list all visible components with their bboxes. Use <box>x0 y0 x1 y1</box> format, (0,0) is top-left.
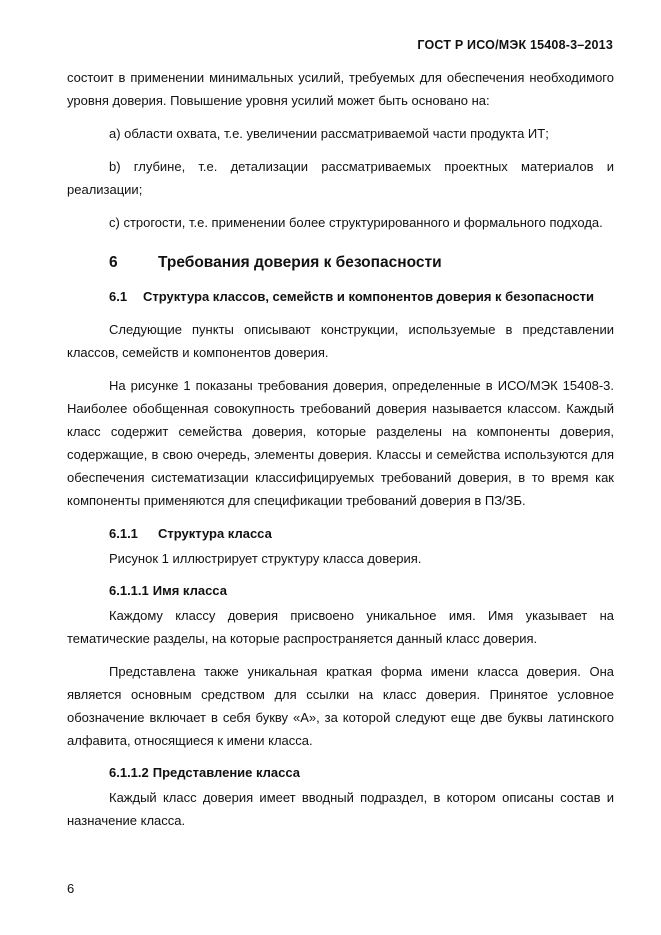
section-heading-6-1-1 <box>67 522 614 545</box>
paragraph: Каждому классу доверия присвоено уникальное имя. Имя указывает на тематические разделы, на которые распространяется данный класс доверия. <box>67 608 614 646</box>
section-number: 6.1.1 <box>109 526 138 541</box>
paragraph: Представлена также уникальная краткая форма имени класса доверия. Она является основным средством для ссылки на класс доверия. Принятое условное обозначение включает в себя букву «А», за которой следуют еще две буквы латинского алфавита, относящиеся к имени класса. <box>67 664 614 748</box>
document-header: ГОСТ Р ИСО/МЭК 15408-3–2013 <box>417 38 613 52</box>
paragraph: Каждый класс доверия имеет вводный подраздел, в котором описаны состав и назначение класса. <box>67 790 614 828</box>
section-title: Требования доверия к безопасности <box>158 254 442 271</box>
section-number: 6.1.1.1 <box>109 583 149 598</box>
section-heading-6-1-1-2 <box>67 761 614 784</box>
list-item-a: а) области охвата, т.е. увеличении рассматриваемой части продукта ИТ; <box>109 126 549 141</box>
paragraph: состоит в применении минимальных усилий, требуемых для обеспечения необходимого уровня доверия. Повышение уровня усилий может быть основано на: <box>67 70 614 108</box>
section-title: Имя класса <box>152 583 227 598</box>
section-heading-6 <box>67 251 614 274</box>
section-heading-6-1 <box>67 285 614 308</box>
section-number: 6 <box>109 254 118 271</box>
paragraph: Следующие пункты описывают конструкции, используемые в представлении классов, семейств и компонентов доверия. <box>67 322 614 360</box>
document-body <box>67 66 614 832</box>
list-item-b: b) глубине, т.е. детализации рассматриваемых проектных материалов и реализации; <box>67 159 614 197</box>
section-number: 6.1.1.2 <box>109 765 149 780</box>
section-title: Структура класса <box>158 526 272 541</box>
paragraph: На рисунке 1 показаны требования доверия, определенные в ИСО/МЭК 15408-3. Наиболее обобщенная совокупность требований доверия называется классом. Каждый класс содержит семейства доверия, которые разделены на компоненты доверия, содержащие, в свою очередь, элементы доверия. Классы и семейства используются для обеспечения систематизации классифицируемых требований доверия, в то время как компоненты применяются для спецификации требований доверия в ПЗ/ЗБ. <box>67 378 614 508</box>
section-title: Структура классов, семейств и компонентов доверия к безопасности <box>143 289 595 304</box>
section-title: Представление класса <box>152 765 301 780</box>
list-item-c: c) строгости, т.е. применении более структурированного и формального подхода. <box>109 215 603 230</box>
paragraph: Рисунок 1 иллюстрирует структуру класса доверия. <box>109 551 422 566</box>
section-number: 6.1 <box>109 289 128 304</box>
page-number: 6 <box>67 881 75 896</box>
section-heading-6-1-1-1 <box>67 579 614 602</box>
